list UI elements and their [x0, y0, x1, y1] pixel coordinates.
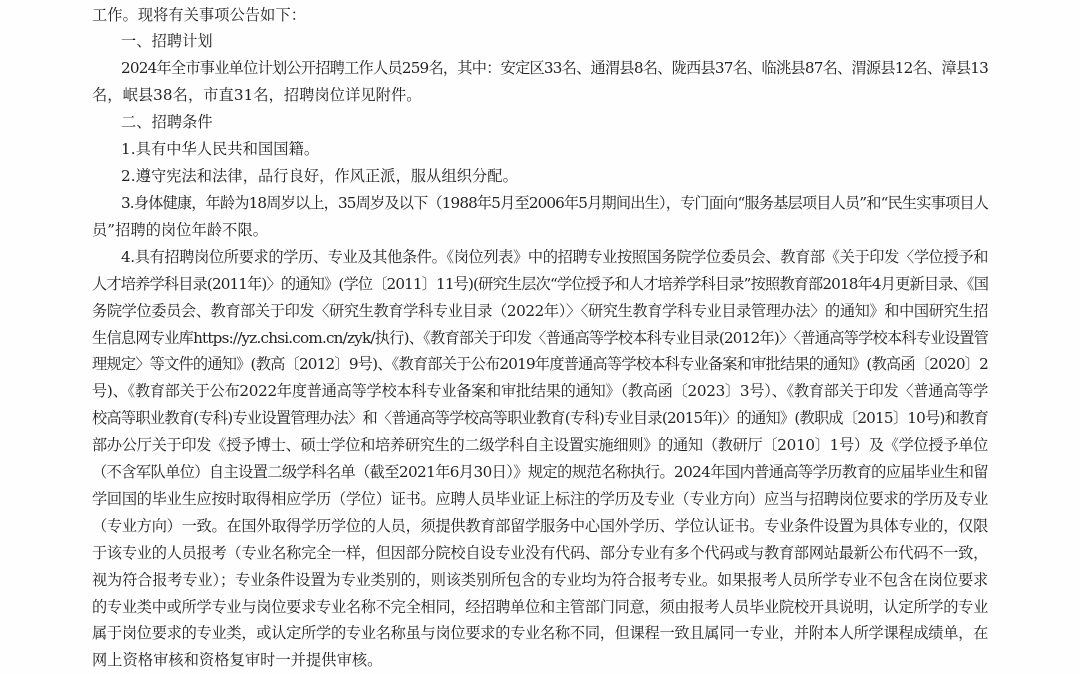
plan-text-line: 名，岷县38名，市直31名，招聘岗位详见附件。	[92, 86, 422, 104]
condition-4-line: 校高等职业教育(专科)专业设置管理办法〉和〈普通高等学校高等职业教育(专科)专业目录(2015年)〉的通知》(教职成〔2015〕10号)和教育	[92, 409, 988, 427]
condition-3-line: 3.身体健康，年龄为18周岁以上，35周岁及以下（1988年5月至2006年5月期间出生），专门面向“服务基层项目人员”和“民生实事项目人	[121, 194, 988, 212]
condition-4-line: 理规定〉等文件的通知》(教高〔2012〕9号)、《教育部关于公布2019年度普通高等学校本科专业备案和审批结果的通知》(教高函〔2020〕2	[92, 355, 988, 373]
condition-4-line: （专业方向）一致。在国外取得学历学位的人员，须提供教育部留学服务中心国外学历、学位认证书。专业条件设置为具体专业的，仅限	[92, 517, 988, 535]
plan-text-line: 2024年全市事业单位计划公开招聘工作人员259名，其中：安定区33名、通渭县8名、陇西县37名、临洮县87名、渭源县12名、漳县13	[121, 59, 988, 77]
condition-2-line: 2.遵守宪法和法律，品行良好，作风正派，服从组织分配。	[121, 167, 518, 185]
condition-4-line: 的专业类中或所学专业与岗位要求专业名称不完全相同，经招聘单位和主管部门同意，须由报考人员毕业院校开具说明，认定所学的专业	[92, 598, 988, 616]
condition-4-line: 人才培养学科目录(2011年)〉的通知》(学位〔2011〕11号)(研究生层次“学位授予和人才培养学科目录”按照教育部2018年4月更新目录、《国	[92, 275, 988, 293]
heading-recruitment-plan: 一、招聘计划	[121, 32, 213, 50]
condition-4-line: 生信息网专业库https://yz.chsi.com.cn/zyk/执行)、《教育部关于印发〈普通高等学校本科专业目录(2012年)〉〈普通高等学校本科专业设置管	[92, 329, 988, 347]
condition-4-line: 属于岗位要求的专业类，或认定所学的专业名称虽与岗位要求的专业名称不同，但课程一致且属同一专业，并附本人所学课程成绩单，在	[92, 624, 988, 642]
condition-4-line: 于该专业的人员报考（专业名称完全一样，但因部分院校自设专业没有代码、部分专业有多个代码或与教育部网站最新公布代码不一致，	[92, 544, 988, 562]
condition-4-line: （不含军队单位）自主设置二级学科名单（截至2021年6月30日）》规定的规范名称执行。2024年国内普通高等学历教育的应届毕业生和留	[92, 463, 988, 481]
condition-4-line: 4.具有招聘岗位所要求的学历、专业及其他条件。《岗位列表》中的招聘专业按照国务院学位委员会、教育部《关于印发〈学位授予和	[121, 248, 988, 266]
condition-4-line: 视为符合报考专业）；专业条件设置为专业类别的，则该类别所包含的专业均为符合报考专业。如果报考人员所学专业不包含在岗位要求	[92, 571, 988, 589]
condition-4-line: 学回国的毕业生应按时取得相应学历（学位）证书。应聘人员毕业证上标注的学历及专业（专业方向）应当与招聘岗位要求的学历及专业	[92, 490, 988, 508]
condition-4-line: 部办公厅关于印发《授予博士、硕士学位和培养研究生的二级学科自主设置实施细则》的通知（教研厅〔2010〕1号）及《学位授予单位	[92, 436, 988, 454]
condition-4-line: 网上资格审核和资格复审时一并提供审核。	[92, 651, 383, 669]
paragraph-intro-line: 工作。现将有关事项公告如下：	[92, 6, 307, 24]
condition-4-line: 务院学位委员会、教育部关于印发〈研究生教育学科专业目录（2022年）〉〈研究生教育学科专业目录管理办法〉的通知》和中国研究生招	[92, 302, 988, 320]
condition-4-line: 号)、《教育部关于公布2022年度普通高等学校本科专业备案和审批结果的通知》（教高函〔2023〕3号）、《教育部关于印发〈普通高等学	[92, 382, 988, 400]
condition-1-line: 1.具有中华人民共和国国籍。	[121, 140, 320, 158]
heading-recruitment-conditions: 二、招聘条件	[121, 113, 213, 131]
condition-3-line: 员”招聘的岗位年龄不限。	[92, 221, 269, 239]
